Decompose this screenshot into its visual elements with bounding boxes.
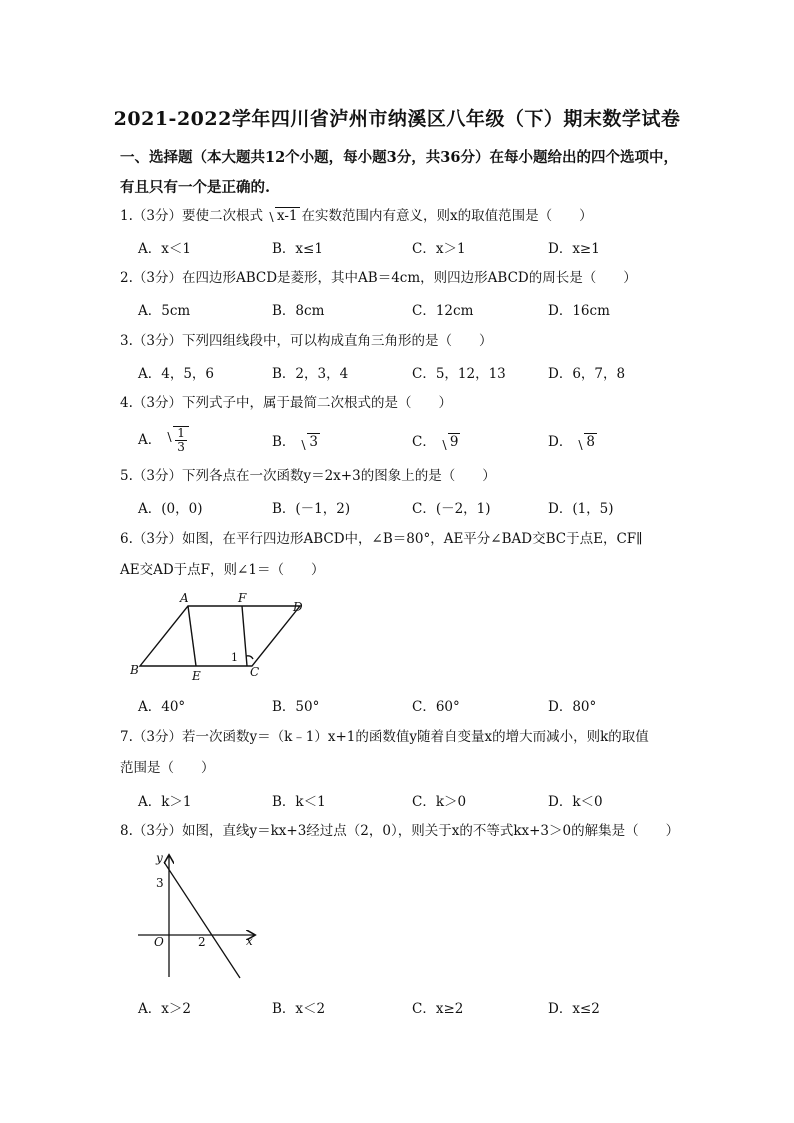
question-7-line2: 范围是（ ） — [120, 760, 215, 776]
option-b: B．8cm — [272, 303, 325, 319]
label-d: D — [293, 600, 303, 614]
option-c: C．60° — [412, 699, 460, 715]
label-2: 2 — [198, 935, 206, 949]
option-c: C．x＞1 — [412, 241, 466, 257]
option-c: C．12cm — [412, 303, 474, 319]
question-6-line1: 6.（3分）如图，在平行四边形ABCD中，∠B＝80°，AE平分∠BAD交BC于点E，CF∥ — [120, 531, 643, 547]
question-5-options — [138, 497, 678, 517]
question-3-options — [138, 362, 678, 382]
option-a: A．x＜1 — [138, 241, 191, 257]
sqrt-symbol — [163, 426, 189, 454]
label-y: y — [156, 851, 163, 865]
option-b: B．k＜1 — [272, 794, 326, 810]
line-graph-figure — [132, 846, 262, 981]
option-c: C．5，12，13 — [412, 366, 506, 382]
option-d: D．80° — [548, 699, 597, 715]
sqrt-symbol: 9 — [438, 434, 461, 450]
question-4-options — [138, 424, 678, 458]
option-d: D．k＜0 — [548, 794, 603, 810]
segment-ae — [188, 606, 196, 666]
option-d: D．(1，5) — [548, 501, 614, 517]
option-a: A．40° — [138, 699, 186, 715]
label-3: 3 — [156, 876, 164, 890]
option-c: C．(－2，1) — [412, 501, 491, 517]
question-3: 3.（3分）下列四组线段中，可以构成直角三角形的是（ ） — [120, 333, 493, 349]
label-a: A — [180, 591, 189, 605]
fraction: $\frac{1}{3}$ — [177, 426, 185, 454]
option-a: A．4，5，6 — [138, 366, 215, 382]
parallelogram-figure — [130, 588, 320, 688]
question-8-options — [138, 997, 678, 1017]
line-y-kx-plus-3 — [164, 862, 240, 978]
option-d: D． 8 — [548, 434, 595, 450]
question-7-options — [138, 790, 678, 810]
question-6-options — [138, 695, 678, 715]
option-a: A． $\frac{1}{3}$ — [138, 426, 191, 454]
question-2-options — [138, 299, 678, 319]
question-1-options — [138, 237, 678, 257]
question-1-prefix: 1.（3分）要使二次根式 — [120, 208, 263, 224]
option-b: B．(－1，2) — [272, 501, 351, 517]
option-c: C．x≥2 — [412, 1001, 464, 1017]
question-7-line1: 7.（3分）若一次函数y＝（k﹣1）x+1的函数值y随着自变量x的增大而减小，则k的取值 — [120, 729, 649, 745]
option-a: A．(0，0) — [138, 501, 203, 517]
question-1-radicand: x-1 — [276, 208, 298, 224]
option-c: C． 9 — [412, 434, 459, 450]
option-c: C．k＞0 — [412, 794, 467, 810]
sqrt-symbol: 8 — [574, 434, 597, 450]
option-d: D．6，7，8 — [548, 366, 626, 382]
option-a: A．k＞1 — [138, 794, 192, 810]
option-d: D．16cm — [548, 303, 610, 319]
label-b: B — [130, 663, 139, 677]
label-origin: O — [154, 935, 164, 949]
option-b: B．x＜2 — [272, 1001, 326, 1017]
option-b: B．x≤1 — [272, 241, 323, 257]
option-a: A．x＞2 — [138, 1001, 191, 1017]
question-4: 4.（3分）下列式子中，属于最简二次根式的是（ ） — [120, 395, 452, 411]
option-b: B．2，3，4 — [272, 366, 349, 382]
option-d: D．x≤2 — [548, 1001, 600, 1017]
label-c: C — [250, 665, 260, 679]
parallelogram-abcd — [140, 606, 300, 666]
sqrt-symbol — [265, 206, 300, 226]
label-f: F — [238, 591, 247, 605]
option-d: D．x≥1 — [548, 241, 600, 257]
question-1-suffix: 在实数范围内有意义，则x的取值范围是（ ） — [301, 208, 593, 224]
option-a: A．5cm — [138, 303, 191, 319]
label-e: E — [192, 669, 201, 683]
question-5: 5.（3分）下列各点在一次函数y＝2x+3的图象上的是（ ） — [120, 468, 496, 484]
question-6-line2: AE交AD于点F，则∠1＝（ ） — [120, 562, 325, 578]
section-heading-line1: 一、选择题（本大题共12个小题，每小题3分，共36分）在每小题给出的四个选项中， — [120, 149, 678, 166]
segment-cf — [242, 606, 247, 666]
page-title: 2021-2022学年四川省泸州市纳溪区八年级（下）期末数学试卷 — [113, 108, 681, 130]
option-b: B．50° — [272, 699, 320, 715]
sqrt-symbol: 3 — [297, 434, 320, 450]
label-x: x — [246, 934, 253, 948]
label-angle-1: 1 — [231, 651, 238, 664]
question-1 — [120, 206, 680, 226]
question-2: 2.（3分）在四边形ABCD是菱形，其中AB＝4cm，则四边形ABCD的周长是（ ） — [120, 270, 637, 286]
question-8: 8.（3分）如图，直线y＝kx+3经过点（2，0），则关于x的不等式kx+3＞0的解集是（ ） — [120, 823, 680, 839]
option-b: B． 3 — [272, 434, 319, 450]
section-heading-line2: 有且只有一个是正确的. — [120, 179, 271, 196]
